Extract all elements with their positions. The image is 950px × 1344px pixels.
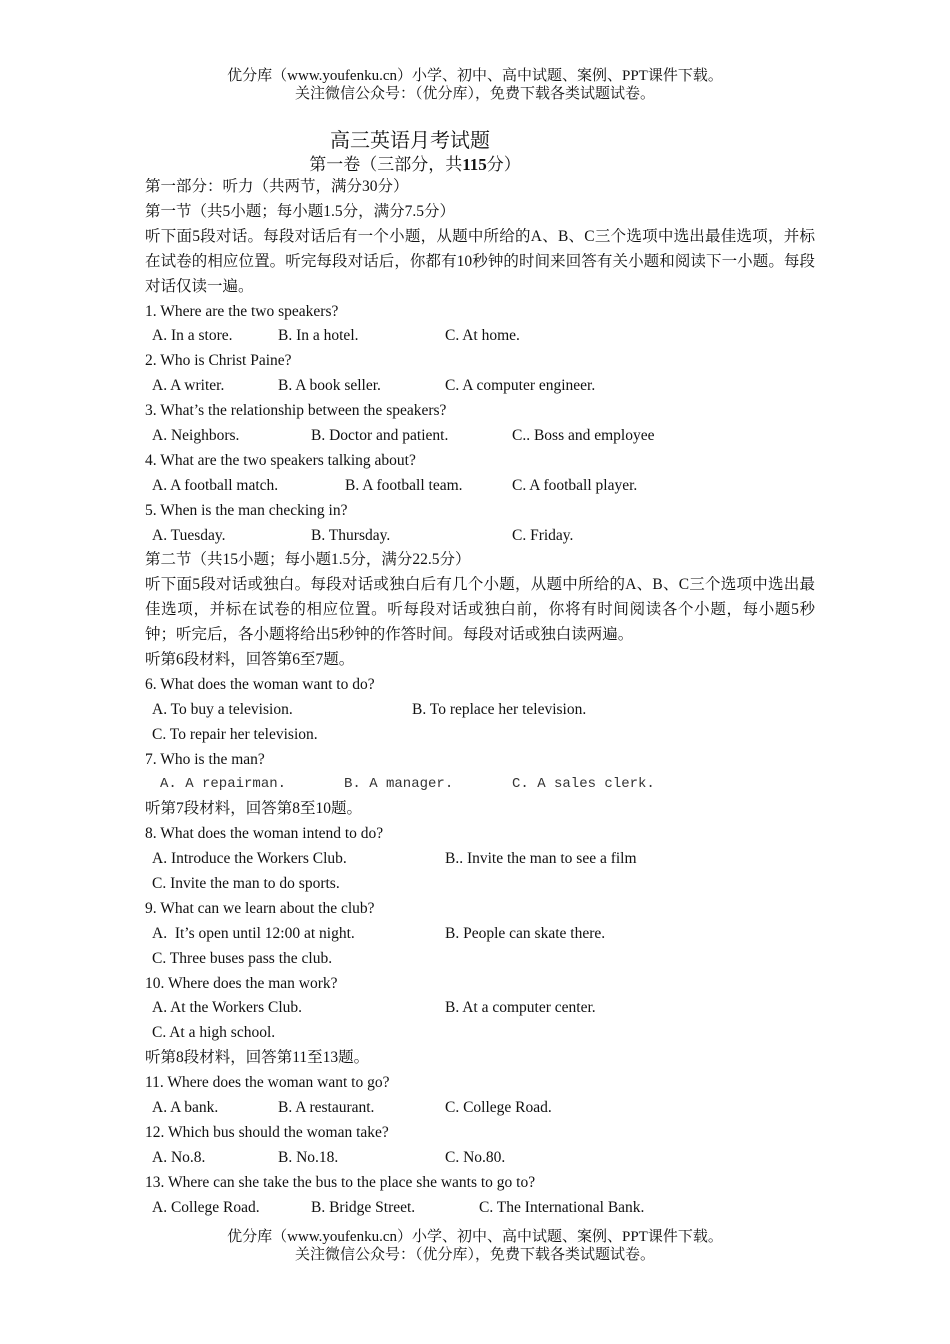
- option-a: A. A writer.: [152, 377, 225, 395]
- options-row: [145, 1196, 815, 1221]
- option-b: B. Bridge Street.: [311, 1198, 416, 1216]
- option-b: B.. Invite the man to see a film: [445, 850, 637, 868]
- option-c: C. College Road.: [445, 1099, 552, 1117]
- option-a: A. Introduce the Workers Club.: [152, 850, 347, 868]
- option-c: C. At home.: [445, 327, 520, 345]
- options-row: [145, 772, 815, 797]
- section-heading: 第一节（共5小题；每小题1.5分，满分7.5分）: [145, 202, 456, 220]
- options-row: [145, 474, 815, 499]
- option-c: C. No.80.: [445, 1148, 506, 1166]
- options-row: [145, 524, 815, 549]
- option-a: A. A repairman.: [160, 776, 287, 793]
- option-a: A. A bank.: [152, 1099, 219, 1117]
- section-heading: 第二节（共15小题；每小题1.5分，满分22.5分）: [145, 551, 471, 569]
- options-row: [145, 1146, 815, 1171]
- options-row: [145, 947, 815, 972]
- option-c: C. A sales clerk.: [512, 776, 655, 793]
- question-stem: 9. What can we learn about the club?: [145, 899, 375, 917]
- options-row: [145, 996, 815, 1021]
- option-a: A. At the Workers Club.: [152, 999, 303, 1017]
- option-a: A. It’s open until 12:00 at night.: [152, 924, 355, 942]
- question-stem: 10. Where does the man work?: [145, 974, 338, 992]
- option-b: B. In a hotel.: [278, 327, 359, 345]
- footer-line-1: 优分库（www.youfenku.cn）小学、初中、高中试题、案例、PPT课件下载。: [227, 1229, 723, 1245]
- options-row: [145, 847, 815, 872]
- section-instructions: 听下面5段对话或独白。每段对话或独白后有几个小题，从题中所给的A、B、C三个选项中选出最佳选项，并标在试卷的相应位置。听每段对话或独白前，你将有时间阅读各个小题，每小题5秒钟；听完后，各小题将给出5秒钟的作答时间。每段对话或独白读两遍。: [145, 576, 815, 644]
- options-row: [145, 698, 815, 723]
- option-c: C.. Boss and employee: [512, 426, 655, 444]
- question-stem: 12. Which bus should the woman take?: [145, 1123, 389, 1141]
- option-b: B. People can skate there.: [445, 924, 606, 942]
- exam-subtitle: [0, 150, 830, 175]
- page-footer: [0, 1228, 950, 1264]
- option-b: B. At a computer center.: [445, 999, 596, 1017]
- options-row: [145, 922, 815, 947]
- option-b: B. Thursday.: [311, 526, 391, 544]
- subtitle-suffix: 分）: [486, 155, 521, 174]
- section-instructions: 听下面5段对话。每段对话后有一个小题，从题中所给的A、B、C三个选项中选出最佳选项，并标在试卷的相应位置。听完每段对话后，你都有10秒钟的时间来回答有关小题和阅读下一小题。每段对话仅读一遍。: [145, 227, 815, 295]
- options-row: [145, 374, 815, 399]
- option-b: B. A book seller.: [278, 377, 381, 395]
- question-stem: 8. What does the woman intend to do?: [145, 825, 384, 843]
- option-b: B. To replace her television.: [412, 700, 587, 718]
- header-line-1: 优分库（www.youfenku.cn）小学、初中、高中试题、案例、PPT课件下载。: [227, 68, 723, 84]
- material-note: 听第6段材料，回答第6至7题。: [145, 651, 355, 669]
- subtitle-points: 115: [462, 155, 487, 174]
- material-note: 听第8段材料，回答第11至13题。: [145, 1049, 370, 1067]
- subtitle-prefix: 第一卷（三部分，共: [309, 155, 463, 174]
- header-line-2: 关注微信公众号：（优分库），免费下载各类试题试卷。: [294, 86, 655, 102]
- question-stem: 5. When is the man checking in?: [145, 501, 348, 519]
- option-c: C. The International Bank.: [479, 1198, 645, 1216]
- exam-content: [145, 175, 815, 1221]
- options-row: [145, 424, 815, 449]
- options-row: [145, 324, 815, 349]
- option-a: A. College Road.: [152, 1198, 260, 1216]
- option-c: C. Invite the man to do sports.: [152, 875, 340, 893]
- option-c: C. At a high school.: [152, 1024, 276, 1042]
- question-stem: 6. What does the woman want to do?: [145, 675, 375, 693]
- question-stem: 13. Where can she take the bus to the place she wants to go to?: [145, 1173, 536, 1191]
- option-a: A. A football match.: [152, 476, 279, 494]
- question-stem: 7. Who is the man?: [145, 750, 265, 768]
- option-c: C. Three buses pass the club.: [152, 949, 333, 967]
- option-a: A. Neighbors.: [152, 426, 240, 444]
- options-row: [145, 723, 815, 748]
- option-b: B. No.18.: [278, 1148, 339, 1166]
- material-note: 听第7段材料，回答第8至10题。: [145, 800, 363, 818]
- options-row: [145, 1021, 815, 1046]
- question-stem: 4. What are the two speakers talking about?: [145, 451, 416, 469]
- option-b: B. A football team.: [345, 476, 463, 494]
- part-heading: 第一部分：听力（共两节，满分30分）: [145, 178, 409, 195]
- exam-title: 高三英语月考试题: [330, 130, 490, 152]
- option-b: B. A manager.: [344, 776, 454, 793]
- option-c: C. A football player.: [512, 476, 638, 494]
- option-c: C. A computer engineer.: [445, 377, 596, 395]
- option-c: C. Friday.: [512, 526, 574, 544]
- question-stem: 11. Where does the woman want to go?: [145, 1074, 390, 1092]
- option-b: B. A restaurant.: [278, 1099, 375, 1117]
- option-c: C. To repair her television.: [152, 725, 318, 743]
- option-a: A. No.8.: [152, 1148, 206, 1166]
- question-stem: 1. Where are the two speakers?: [145, 302, 339, 320]
- question-stem: 3. What’s the relationship between the speakers?: [145, 402, 447, 420]
- option-b: B. Doctor and patient.: [311, 426, 449, 444]
- option-a: A. In a store.: [152, 327, 233, 345]
- page-header: [0, 67, 950, 103]
- question-stem: 2. Who is Christ Paine?: [145, 352, 292, 370]
- option-a: A. Tuesday.: [152, 526, 226, 544]
- option-a: A. To buy a television.: [152, 700, 293, 718]
- options-row: [145, 1096, 815, 1121]
- options-row: [145, 872, 815, 897]
- footer-line-2: 关注微信公众号：（优分库），免费下载各类试题试卷。: [294, 1247, 655, 1263]
